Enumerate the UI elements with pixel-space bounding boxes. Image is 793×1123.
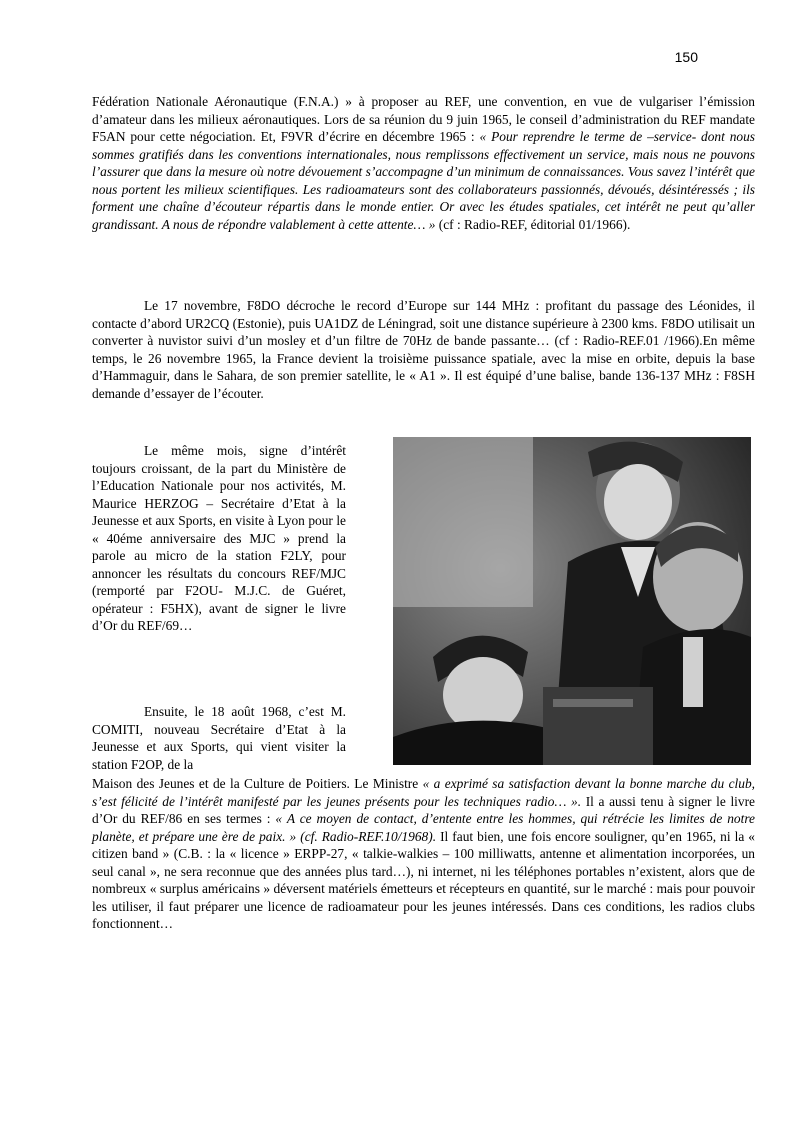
paragraph-record-europe: Le 17 novembre, F8DO décroche le record d’Europe sur 144 MHz : profitant du passage des Léonides, il contacte d’abord UR2CQ (Estonie), puis UA1DZ de Léningrad, soit une distance supérieure à 2300 kms. F8DO utilisait un converter à nuvistor suivi d’un mosley et d’un filtre de 70Hz de bande passante… (cf : Radio-REF.01 /1966).En même temps, le 26 novembre 1965, la France devient la troisième puissance spatiale, avec la mise en orbite, depuis la base d’Hammaguir, dans le Sahara, de son premier satellite, le « A1 ». Il est équipé d’une balise, bande 136-137 MHz : F8SH demande d’essayer de l’écouter. bbox=[92, 298, 755, 401]
photo-radio-station bbox=[393, 437, 751, 765]
quote-minister: « a exprimé sa satisfaction devant la bonne marche du club, s’est félicité de l’intérêt manifesté par les jeunes présents pour les techniques radio… ». bbox=[92, 776, 755, 809]
page-number: 150 bbox=[674, 49, 698, 65]
paragraph-comiti-start: Ensuite, le 18 août 1968, c’est M. COMITI, nouveau Secrétaire d’Etat à la Jeunesse et aux Sports, qui vient visiter la station F2OP, de la bbox=[92, 704, 346, 772]
paragraph-comiti bbox=[92, 775, 755, 933]
left-column bbox=[92, 442, 346, 654]
paragraph-herzog: Le même mois, signe d’intérêt toujours croissant, de la part du Ministère de l’Education Nationale pour nos activités, M. Maurice HERZOG – Secrétaire d’Etat à la Jeunesse et aux Sports, en visite à Lyon pour le « 40éme anniversaire des MJC » prend la parole au micro de la station F2LY, pour annoncer les résultats du concours REF/MJC (remporté par F2OU- M.J.C. de Guéret, opérateur : F5HX), avant de signer le livre d’Or du REF/69… bbox=[92, 443, 346, 633]
paragraph-convention bbox=[92, 93, 755, 233]
citation: (cf : Radio-REF, éditorial 01/1966). bbox=[435, 216, 631, 232]
paragraph-text: Il faut bien, une fois encore souligner, qu’en 1965, ni la « citizen band » (C.B. : la « licence » ERPP-27, « talkie-walkies – 100 milliwatts, antenne et alimentation incorporées, un seul canal », ne sera reconnue que des années plus tard…), ni internet, ni les téléphones portables n’existent, alors que de nombreux « surplus américains » déversent matériels émetteurs et récepteurs en quantité, sur le marché : mais pour pouvoir les utiliser, il faut préparer une licence de radioamateur pour les jeunes intéressés. Dans ces conditions, les radios clubs fonctionnent… bbox=[92, 828, 755, 931]
quote-livre-or: « A ce moyen de contact, d’entente entre les hommes, qui rétrécie les limites de notre planète, et prépare une ère de paix. » (cf. Radio-REF.10/1968). bbox=[92, 811, 755, 844]
quote-f9vr: « Pour reprendre le terme de –service- dont nous sommes gratifiés dans les conventions internationales, nous remplissons effectivement un service, mais nous ne pouvons l’assurer que dans la mesure où notre dévouement s’accompagne d’un minimum de connaissances. Vous savez l’intérêt que nous portent les milieux scientifiques. Les radioamateurs sont des collaborateurs passionnés, dévoués, désintéressés ; ils forment une chaîne d’écouteur répartis dans le monde entier. Or avec les études spatiales, cet intérêt ne peut qu’aller grandissant. A nous de répondre valablement à cette attente… » bbox=[92, 129, 756, 232]
photo-image bbox=[393, 437, 751, 765]
paragraph-text: Fédération Nationale Aéronautique (F.N.A.) » à proposer au REF, une convention, en vue de vulgariser l’émission d’amateur dans les milieux aéronautiques. Lors de sa réunion du 9 juin 1965, le conseil d’administration du REF mandate F5AN pour cette négociation. Et, F9VR d’écrire en décembre 1965 : bbox=[92, 94, 755, 144]
paragraph-text: Il a aussi tenu à signer le livre d’Or du REF/86 en ses termes : bbox=[92, 793, 755, 826]
paragraph-text: Maison des Jeunes et de la Culture de Poitiers. Le Ministre bbox=[92, 776, 423, 791]
